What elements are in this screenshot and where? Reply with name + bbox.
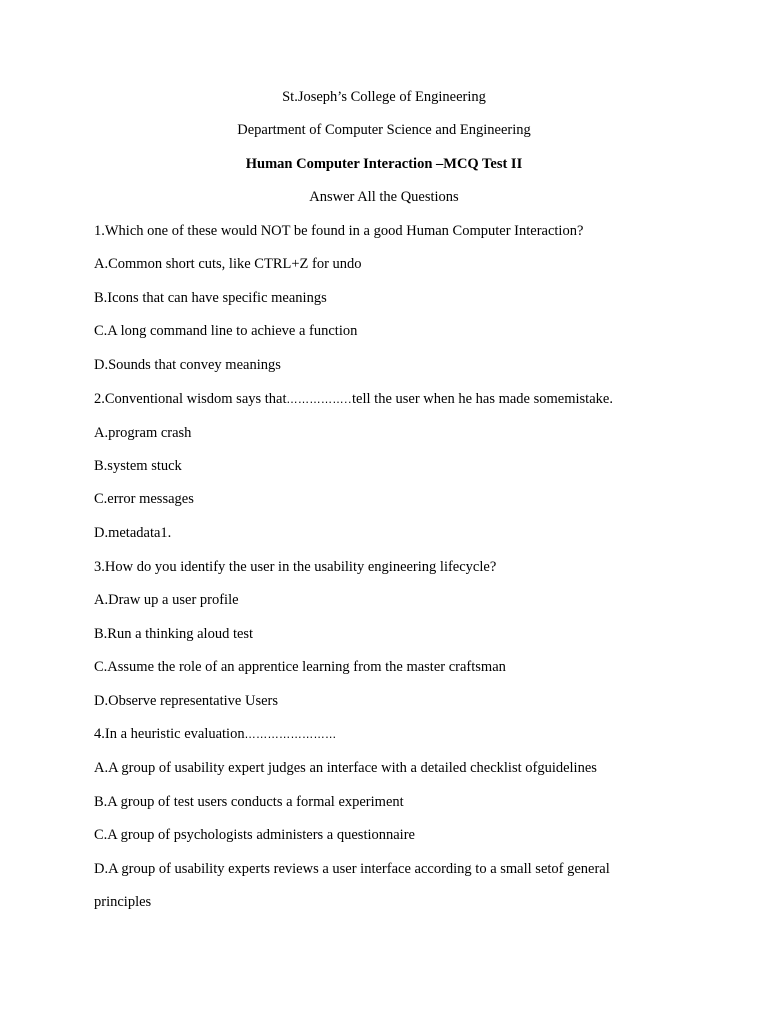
question-4-option-a: A.A group of usability expert judges an interface with a detailed checklist ofguidelines [94,760,597,776]
question-2-option-a: A.program crash [94,425,192,441]
question-1: 1.Which one of these would NOT be found in a good Human Computer Interaction? [94,223,584,239]
question-4-blank: …………………… [244,728,337,741]
question-3-option-b: B.Run a thinking aloud test [94,626,254,642]
question-2-option-d: D.metadata1. [94,525,172,541]
question-2-option-c: C.error messages [94,491,194,507]
question-3-option-d: D.Observe representative Users [94,693,278,709]
question-4-text-before: 4.In a heuristic evaluation [94,726,245,742]
college-name: St.Joseph’s College of Engineering [282,89,486,105]
department-name: Department of Computer Science and Engineering [237,122,531,138]
question-4 [94,725,337,744]
question-4-option-d: D.A group of usability experts reviews a user interface according to a small setof general [94,861,610,877]
question-4-option-d-continuation: principles [94,894,152,910]
question-3-option-c: C.Assume the role of an apprentice learning from the master craftsman [94,659,506,675]
instruction: Answer All the Questions [309,189,459,205]
question-2-option-b: B.system stuck [94,458,182,474]
question-1-option-d: D.Sounds that convey meanings [94,357,281,373]
question-1-option-b: B.Icons that can have specific meanings [94,290,327,306]
question-3: 3.How do you identify the user in the usability engineering lifecycle? [94,559,497,575]
question-1-option-a: A.Common short cuts, like CTRL+Z for undo [94,256,362,272]
question-2-text-before: 2.Conventional wisdom says that [94,391,287,407]
test-title: Human Computer Interaction –MCQ Test II [245,156,523,172]
question-4-option-b: B.A group of test users conducts a formal experiment [94,794,404,810]
question-2 [94,390,613,409]
question-3-option-a: A.Draw up a user profile [94,592,239,608]
question-2-blank: …………….. [286,393,353,406]
question-1-option-c: C.A long command line to achieve a function [94,323,358,339]
question-4-option-c: C.A group of psychologists administers a questionnaire [94,827,415,843]
question-2-text-after: tell the user when he has made somemistake. [352,391,613,407]
